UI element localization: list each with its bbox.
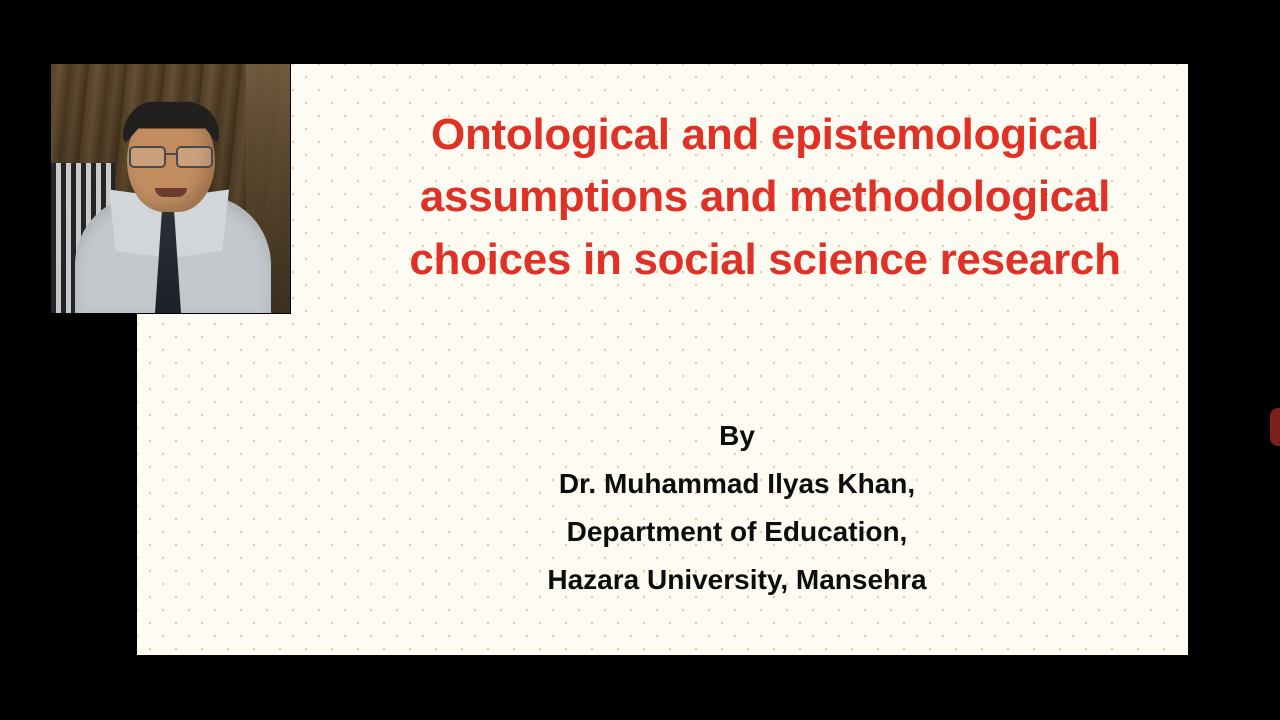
byline-line-department: Department of Education, [566,516,908,548]
presenter-glasses [125,146,217,164]
byline-block [337,412,1137,605]
right-edge-marker [1270,408,1280,446]
byline-line-author: Dr. Muhammad Ilyas Khan, [558,468,916,500]
presentation-slide [137,64,1188,655]
glasses-lens-right [176,146,213,168]
presenter-mouth [155,188,187,197]
glasses-lens-left [129,146,166,168]
presenter-webcam-feed [51,64,290,313]
page-title: Ontological and epistemological assumptions and methodological choices in social science research [409,110,1121,284]
byline-line-by: By [719,420,755,451]
byline-line-institution: Hazara University, Mansehra [547,564,927,596]
